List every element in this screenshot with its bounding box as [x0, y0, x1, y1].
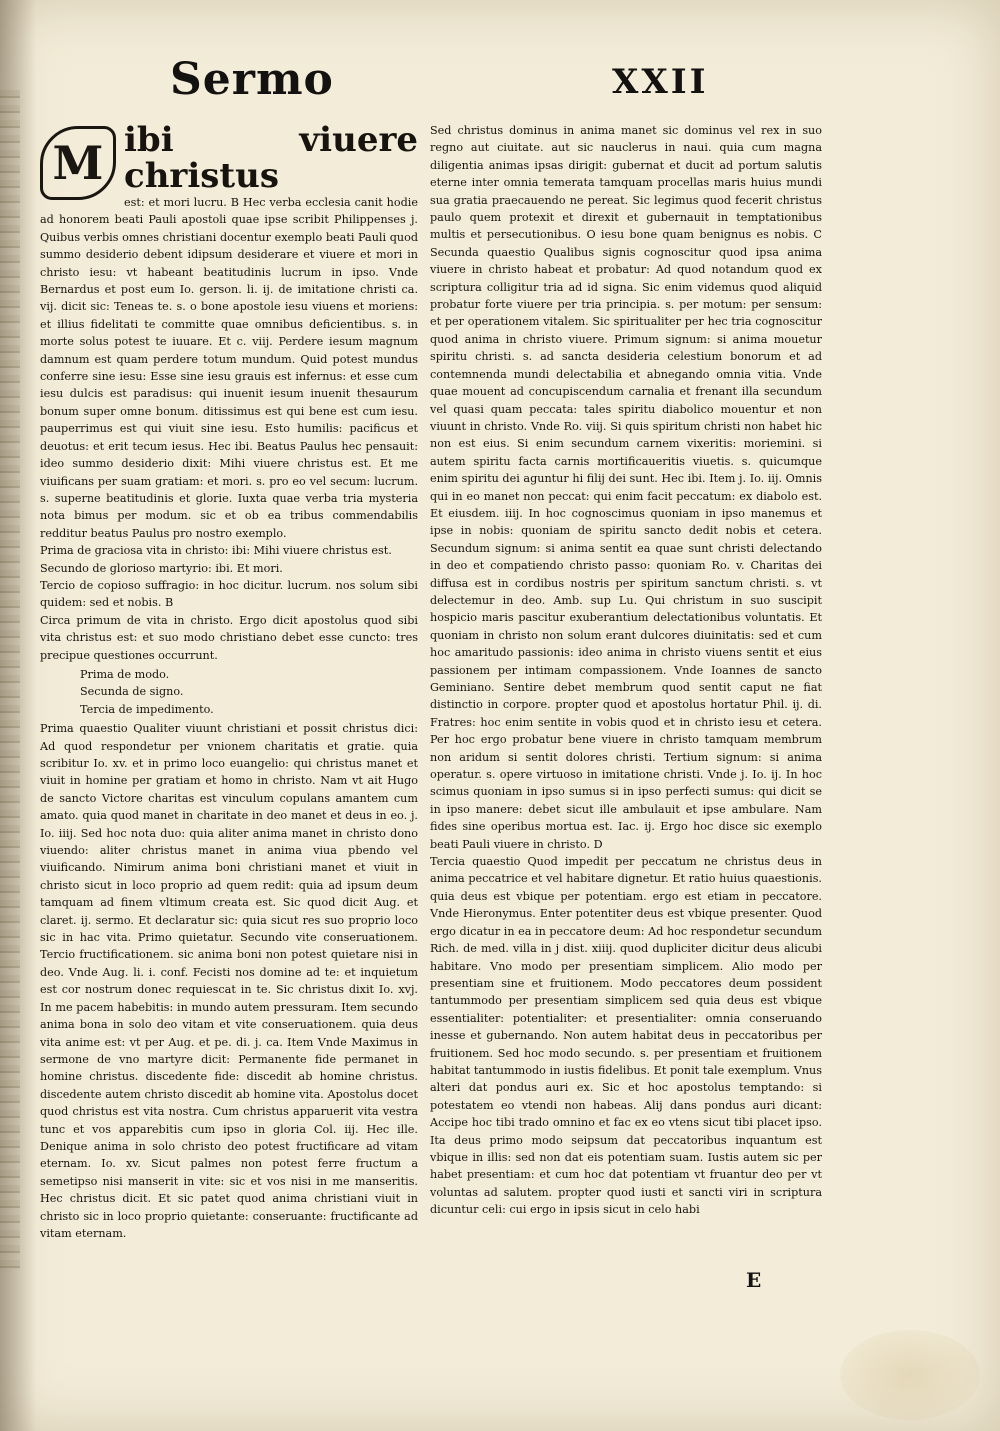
running-title: Sermo [170, 54, 334, 105]
outline-item: Prima de modo. [80, 667, 170, 681]
sermon-incipit: ibi viuere christus [124, 120, 418, 196]
paragraph: Tercio de copioso suffragio: in hoc dicitur. lucrum. nos solum sibi quidem: sed et nobis. B [40, 578, 418, 610]
folio-number: XXII [612, 62, 709, 102]
paragraph: Secundo de glorioso martyrio: ibi. Et mori. [40, 561, 283, 575]
decorated-initial: M [40, 126, 116, 200]
catchword: E [746, 1268, 762, 1292]
paragraph: Tercia quaestio Quod impedit per peccatum ne christus deus in anima peccatrice et vel habitare dignetur. Et ratio huius quaestionis. quia deus est vbique per potentiam. ergo est etiam in peccatore. Vnde Hieronymus. Enter potentiter deus est vbique presenter. Quod ergo dicatur in ea in peccatore deum: Ad hoc respondetur secundum Rich. de med. villa in j dist. xiiij. quod dupliciter dicitur deus alicubi habitare. Vno modo per presentiam simplicem. Alio modo per presentiam sine et fruitionem. Modo peccatores deum possident tantummodo per presentiam simplicem sed quia deus est vbique essentialiter: potentialiter: et presentialiter: omnia conseruando inesse et gubernando. Non autem habitat deus in peccatoribus per fruitionem. Sed hoc modo secundo. s. per presentiam et fruitionem habitat tantummodo in iustis fidelibus. Et ponit tale exemplum. Vnus alteri dat pondus auri ex. Sic et hoc apostolus temptando: si potestatem eo vtendi non habeas. Alij dans pondus auri dicant: Accipe hoc tibi trado omnino et fac ex eo vtens sicut tibi placet ipso. Ita deus primo modo seipsum dat peccatoribus inquantum est vbique in illis: sed non dat eis potentiam suam. Iustis autem sic per habet presentiam: et cum hoc dat potentiam vt fruantur deo per vt voluntas ad salutem. propter quod iusti et sancti viri in scriptura dicuntur celi: cui ergo in ipsis sicut in celo habi [430, 855, 822, 1217]
paragraph: Sed christus dominus in anima manet sic dominus vel rex in suo regno aut ciuitate. aut sic nauclerus in naui. quia cum magna diligentia animas ipsas dirigit: gubernat et ducit ad portum salutis eterne inter omnia temerata tamquam procellas maris huius mundi sua gratia praecauendo ne pereat. Sic legimus quod fecerit christus paulo quem protexit et direxit et gubernauit in temptationibus multis et persecutionibus. O iesu bone quam benignus es nobis. C Secunda quaestio Qualibus signis cognoscitur quod ipsa anima viuere in christo habeat et probatur: Ad quod notandum quod ex scriptura colligitur tria ad id signa. Sic enim videmus quod aliquid probatur forte viuere per tria principia. s. per motum: per sensum: et per operationem vitalem. Sic spiritualiter per hec tria cognoscitur quod anima in christo viuere. Primum signum: si anima mouetur spiritu christi. s. ad sancta desideria celestium bonorum et ad contemnenda mundi delectabilia et abnegando omnia vitia. Vnde quae mouent ad concupiscendum carnalia et frenant illa secundum vel quasi quam peccata: tales spiritu diabolico mouentur et non viuunt in christo. Vnde Ro. viij. Si quis spiritum christi non habet hic non est eius. Si enim secundum carnem vixeritis: moriemini. si autem spiritu facta carnis mortificaueritis viuetis. s. quicumque enim spiritu dei aguntur hi filij dei sunt. Hec ibi. Item j. Io. iij. Omnis qui in eo manet non peccat: qui enim facit peccatum: ex diabolo est. Et eiusdem. iiij. In hoc cognoscimus quoniam in ipso manemus et ipse in nobis: quoniam de spiritu sancto dedit nobis et cetera. Secundum signum: si anima sentit ea quae sunt christi delectando in deo et compatiendo christo passo: quoniam Ro. v. Charitas dei diffusa est in cordibus nostris per spiritum sanctum christi. s. vt delectemur in deo. Amb. sup Lu. Qui christum in suo suscipit hospicio maris pascitur exuberantium delectationibus voluntatis. Et quoniam in christo non solum erant dulcores diuinitatis: sed et cum hoc amaritudo passionis: ideo anima in christo viuens sentit et eius passionem per intimam compassionem. Vnde Ioannes de sancto Geminiano. Sentire debet membrum quod sentit caput ne fiat distinctio in corpore. propter quod et apostolus hortatur Phil. ij. di. Fratres: hoc enim sentite in vobis quod et in christo iesu et cetera. Per hoc ergo probatur bene viuere in christo tamquam membrum non aridum si sentit dolores christi. Tertium signum: si anima operatur. s. opere virtuoso in imitatione christi. Vnde j. Io. ij. In hoc scimus quoniam in ipso sumus si in ipso perfecti sumus: qui dicit se in ipso manere: debet sicut ille ambulauit et ipse ambulare. Nam fides sine operibus mortua est. Iac. ij. Ergo hoc disce sic exemplo beati Pauli viuere in christo. D [430, 124, 822, 851]
outline-item: Tercia de impedimento. [80, 702, 214, 716]
outline-item: Secunda de signo. [80, 685, 184, 699]
outline-list [40, 666, 418, 718]
gutter-shadow [0, 0, 36, 1431]
paragraph: Prima de graciosa vita in christo: ibi: Mihi viuere christus est. [40, 544, 392, 558]
right-text-column [430, 122, 822, 1219]
left-text-column [40, 122, 418, 1242]
paragraph: est: et mori lucru. B Hec verba ecclesia canit hodie ad honorem beati Pauli apostoli quae ipse scribit Philippenses j. Quibus verbis omnes christiani docentur exemplo beati Pauli quod summo desiderio debent idipsum desiderare et viuere et mori in christo iesu: vt habeant beatitudinis lucrum in ipso. Vnde Bernardus et post eum Io. gerson. li. ij. de imitatione christi ca. vij. dicit sic: Teneas te. s. o bone apostole iesu viuens et moriens: et illius fidelitati te committe quae omnibus deficientibus. s. in morte solus potest te iuuare. Et c. viij. Perdere iesum magnum damnum est quam perdere totum mundum. Quid potest mundus conferre sine iesu: Esse sine iesu grauis est infernus: et esse cum iesu dulcis est paradisus: qui inuenit iesum inuenit thesaurum bonum super omne bonum. ditissimus est qui bene est cum iesu. pauperrimus est qui viuit sine iesu. Esto humilis: pacificus et deuotus: et erit tecum iesus. Hec ibi. Beatus Paulus hec pensauit: ideo summo desiderio dixit: Mihi viuere christus est. Et me viuificans per suam gratiam: et mori. s. pro eo vel secum: lucrum. s. superne beatitudinis et glorie. Iuxta quae verba tria mysteria nota bimus per modum. sic et ob ea tribus commendabilis redditur beatus Paulus pro nostro exemplo. [40, 196, 418, 540]
paragraph: Prima quaestio Qualiter viuunt christiani et possit christus dici: Ad quod respondetur per vnionem charitatis et gratie. quia scribitur Io. xv. et in primo loco euangelio: qui christus manet et viuit in homine per gratiam et homo in christo. Nam vt ait Hugo de sancto Victore charitas est vinculum copulans amantem cum amato. quia quod manet in charitate in deo manet et deus in eo. j. Io. iiij. Sed hoc nota duo: quia aliter anima manet in christo dono viuendo: aliter christus manet in anima viua pbendo vel viuificando. Nimirum anima boni christiani manet et viuit in christo sicut in loco proprio ad quem redit: quia ad ipsum deum tamquam ad finem vltimum creata est. Sic quod dicit Aug. et claret. ij. sermo. Et declaratur sic: quia sicut res suo proprio loco sic in hac vita. Primo quietatur. Secundo vite conseruationem. Tercio fructificationem. sic anima boni non potest quietare nisi in deo. Vnde Aug. li. i. conf. Fecisti nos domine ad te: et inquietum est cor nostrum donec requiescat in te. Sic christus dixit Io. xvj. In me pacem habebitis: in mundo autem pressuram. Item secundo anima bona in solo deo vitam et vite conseruationem. quia deus vita anime est: vt per Aug. et pe. di. j. ca. Item Vnde Maximus in sermone de vno martyre dicit: Permanente fide permanet in homine christus. discedente fide: discedit ab homine christus. discedente autem christo discedit ab homine vita. Apostolus docet quod christus est vita nostra. Cum christus apparuerit vita vestra tunc et vos apparebitis cum ipso in gloria Col. iij. Hec ille. Denique anima in solo christo deo potest fructificare ad vitam eternam. Io. xv. Sicut palmes non potest ferre fructum a semetipso nisi manserit in vite: sic et vos nisi in me manseritis. Hec christus dicit. Et sic patet quod anima christiani viuit in christo sic in loco proprio quietante: conseruante: fructificante ad vitam eternam. [40, 722, 418, 1240]
paper-stain [840, 1330, 980, 1420]
paragraph: Circa primum de vita in christo. Ergo dicit apostolus quod sibi vita christus est: et suo modo christiano debet esse cuncto: tres precipue questiones occurrunt. [40, 613, 418, 662]
